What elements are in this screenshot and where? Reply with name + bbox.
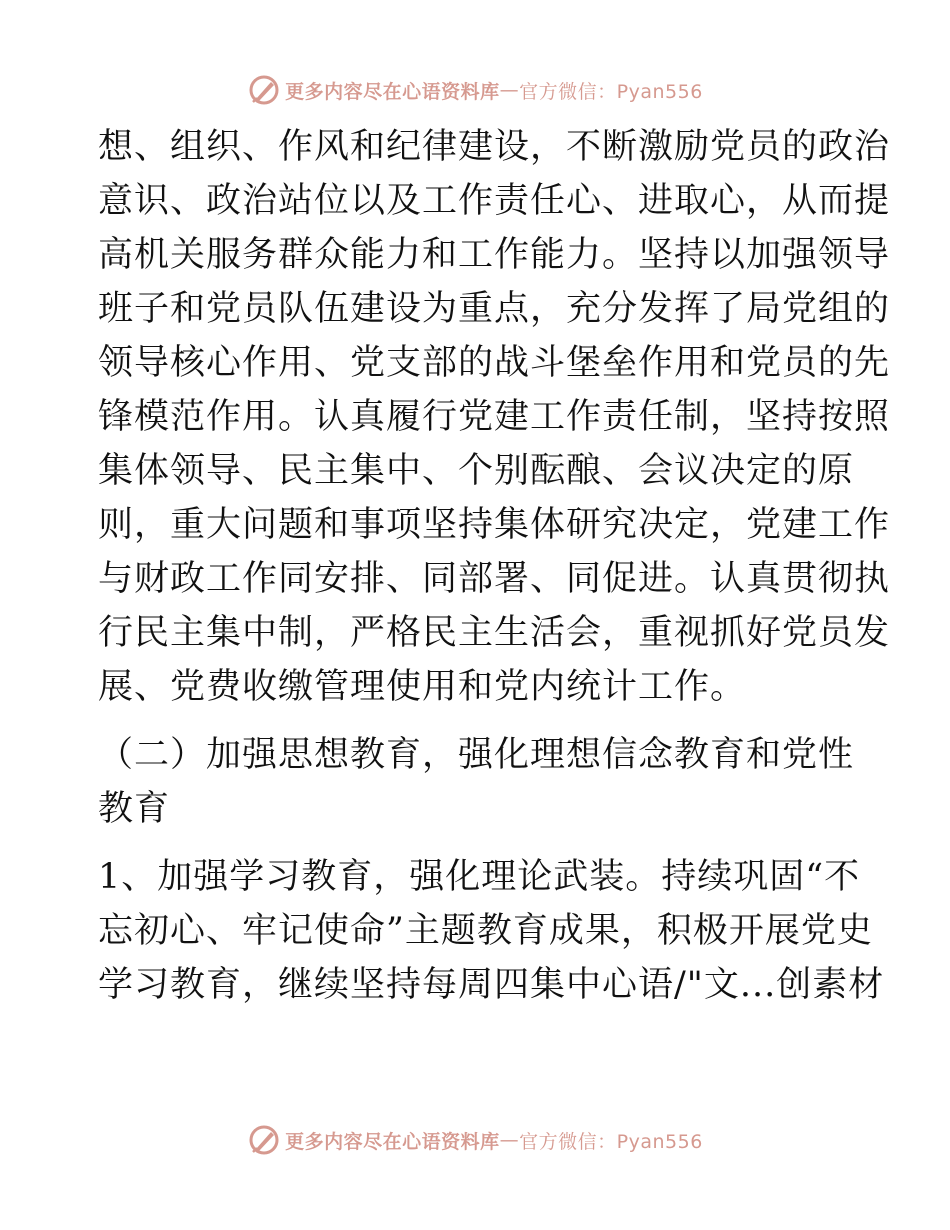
text-line: 展、党费收缴管理使用和党内统计工作。: [98, 667, 747, 707]
text-line: 1、加强学习教育，强化理论武装。持续巩固“不: [98, 857, 861, 897]
text-line: 与财政工作同安排、同部署、同促进。认真贯彻执: [98, 559, 891, 599]
paragraph-party-building: [98, 120, 891, 714]
text-line: 集体领导、民主集中、个别酝酿、会议决定的原: [98, 451, 855, 491]
heading-line: 教育: [98, 789, 171, 829]
text-line: 意识、政治站位以及工作责任心、进取心，从而提: [98, 181, 891, 221]
text-line: 领导核心作用、党支部的战斗堡垒作用和党员的先: [98, 343, 891, 383]
section-heading: [98, 728, 858, 836]
feather-pen-logo-icon: [247, 73, 281, 107]
header-watermark: [0, 70, 950, 110]
text-line: 高机关服务群众能力和工作能力。坚持以加强领导: [98, 235, 891, 275]
watermark-brand: 更多内容尽在心语资料库: [285, 80, 500, 103]
text-line: 班子和党员队伍建设为重点，充分发挥了局党组的: [98, 289, 891, 329]
feather-pen-logo-icon: [247, 1123, 281, 1157]
text-line: 学习教育，继续坚持每周四集中心语/"文...创素材: [98, 965, 885, 1005]
text-line: 想、组织、作风和纪律建设，不断激励党员的政治: [98, 127, 891, 167]
text-line: 行民主集中制，严格民主生活会，重视抓好党员发: [98, 613, 891, 653]
watermark-separator: —: [499, 79, 520, 101]
heading-line: （二）加强思想教育，强化理想信念教育和党性: [98, 735, 855, 775]
text-line: 则，重大问题和事项坚持集体研究决定，党建工作: [98, 505, 891, 545]
watermark-contact: 官方微信：Pyan556: [519, 80, 703, 103]
paragraph-study-education: [98, 850, 885, 1012]
watermark-brand: 更多内容尽在心语资料库: [285, 1130, 500, 1153]
watermark-separator: —: [499, 1129, 520, 1151]
footer-watermark: [0, 1120, 950, 1160]
text-line: 锋模范作用。认真履行党建工作责任制，坚持按照: [98, 397, 891, 437]
text-line: 忘初心、牢记使命”主题教育成果，积极开展党史: [98, 911, 873, 951]
document-body: [98, 120, 891, 1012]
watermark-contact: 官方微信：Pyan556: [519, 1130, 703, 1153]
